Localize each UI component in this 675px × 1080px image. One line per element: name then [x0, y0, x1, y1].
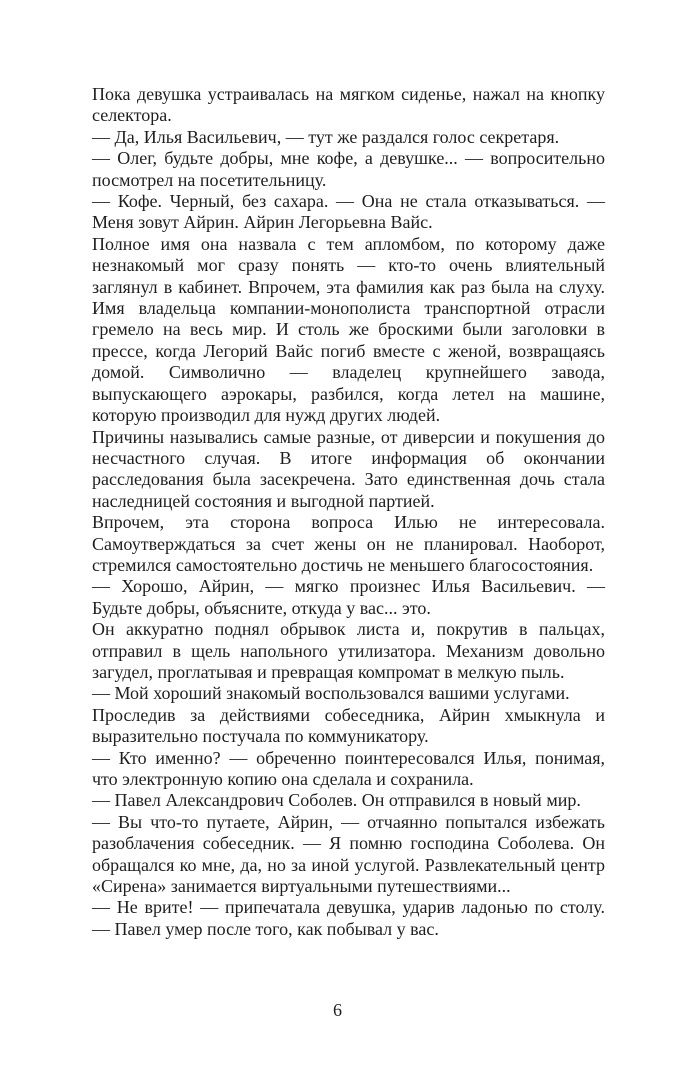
- paragraph: — Хорошо, Айрин, — мягко произнес Илья Васильевич. — Будьте добры, объясните, откуда у вас... это.: [92, 576, 605, 618]
- paragraph: Впрочем, эта сторона вопроса Илью не интересовала. Самоутверждаться за счет жены он не планировал. Наоборот, стремился самостоятельно достичь не меньшего благосостояния.: [92, 512, 605, 575]
- paragraph: — Да, Илья Васильевич, — тут же раздался голос секретаря.: [92, 126, 560, 147]
- paragraph: Он аккуратно поднял обрывок листа и, покрутив в пальцах, отправил в щель напольного утилизатора. Механизм довольно загудел, проглатывая и превращая компромат в мелкую пыль.: [92, 619, 605, 682]
- paragraph: Причины назывались самые разные, от диверсии и покушения до несчастного случая. В итоге информация об окончании расследования была засекречена. Зато единственная дочь стала наследницей состояния и выгодной партией.: [92, 426, 605, 511]
- paragraph: — Олег, будьте добры, мне кофе, а девушке... — вопросительно посмотрел на посетительницу.: [92, 148, 605, 190]
- paragraph: — Вы что-то путаете, Айрин, — отчаянно попытался избежать разоблачения собеседник. — Я помню господина Соболева. Он обращался ко мне, да, но за иной услугой. Развлекательный центр «Сирена» занимается виртуальными путешествиями...: [92, 811, 605, 897]
- paragraph: — Павел Александрович Соболев. Он отправился в новый мир.: [92, 790, 581, 811]
- paragraph: Проследив за действиями собеседника, Айрин хмыкнула и выразительно постучала по коммуникатору.: [92, 704, 605, 747]
- paragraph: — Не врите! — припечатала девушка, ударив ладонью по столу. — Павел умер после того, как побывал у вас.: [92, 897, 605, 939]
- page-number: 6: [333, 1000, 342, 1020]
- paragraph: Пока девушка устраивалась на мягком сиденье, нажал на кнопку селектора.: [92, 84, 605, 126]
- page-text: [92, 84, 605, 940]
- paragraph: — Кофе. Черный, без сахара. — Она не стала отказываться. — Меня зовут Айрин. Айрин Легорьевна Вайс.: [92, 191, 605, 233]
- paragraph: Полное имя она назвала с тем апломбом, по которому даже незнакомый мог сразу понять — кто-то очень влиятельный заглянул в кабинет. Впрочем, эта фамилия как раз была на слуху. Имя владельца компании-монополиста транспортной отрасли гремело на весь мир. И столь же броскими были заголовки в прессе, когда Легорий Вайс погиб вместе с женой, возвращаясь домой. Символично — владелец крупнейшего завода, выпускающего аэрокары, разбился, когда летел на машине, которую производил для нужд других людей.: [92, 233, 605, 426]
- paragraph: — Мой хороший знакомый воспользовался вашими услугами.: [92, 683, 570, 704]
- paragraph: — Кто именно? — обреченно поинтересовался Илья, понимая, что электронную копию она сделала и сохранила.: [92, 747, 605, 789]
